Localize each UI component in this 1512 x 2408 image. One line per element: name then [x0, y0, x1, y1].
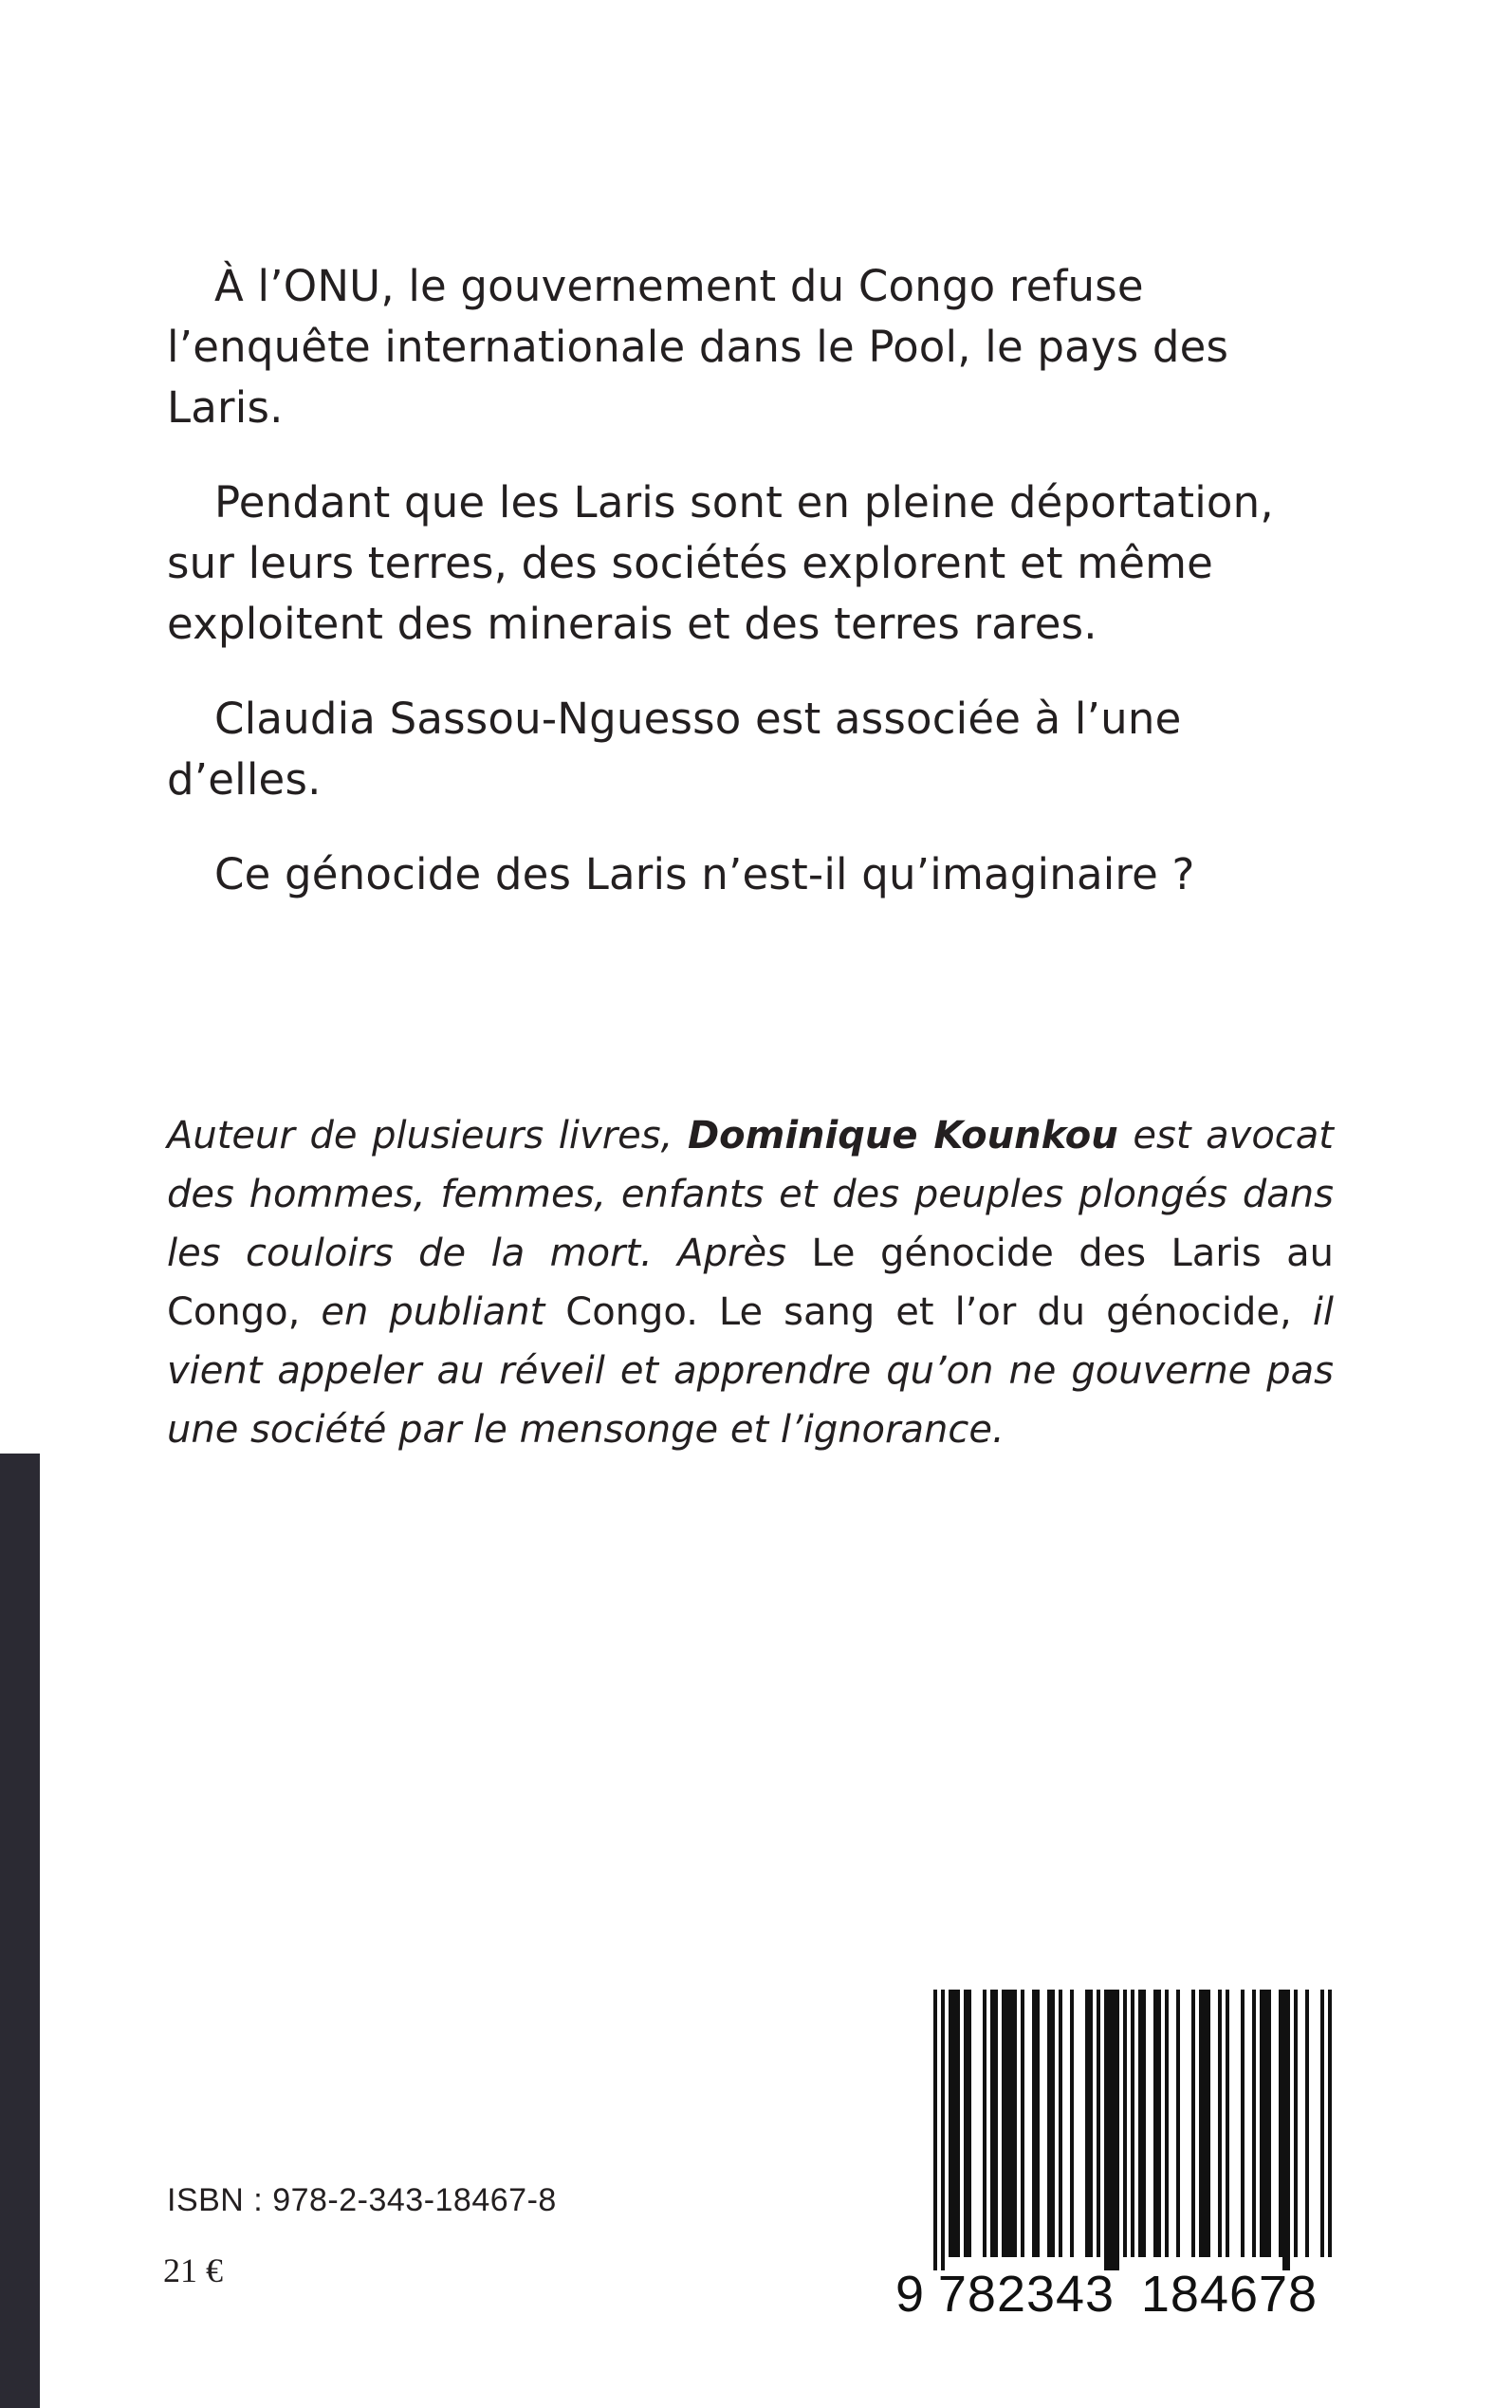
barcode-bar — [1176, 1990, 1180, 2257]
spine-edge-bar — [0, 1454, 40, 2408]
blurb-text — [167, 256, 1334, 905]
barcode-bar — [1108, 1990, 1112, 2270]
barcode-bar — [1131, 1990, 1134, 2257]
barcode-bar — [1051, 1990, 1055, 2257]
barcode-bar — [1070, 1990, 1074, 2257]
barcode-bar — [964, 1990, 968, 2257]
barcode-bar — [1047, 1990, 1051, 2257]
barcode-bar — [1203, 1990, 1207, 2257]
barcode-bar — [1282, 1990, 1286, 2270]
barcode-bar — [1157, 1990, 1161, 2257]
barcode-bar — [949, 1990, 952, 2257]
barcode — [895, 1986, 1339, 2323]
blurb-paragraph-3: Claudia Sassou-Nguesso est associée à l’une d’elles. — [167, 694, 1182, 805]
blurb-paragraph-4: Ce génocide des Laris n’est-il qu’imaginaire ? — [214, 849, 1195, 899]
barcode-bar — [1305, 1990, 1309, 2257]
bio-text-2: est avocat des hommes, femmes, enfants et des peuples plongés dans les couloirs de la mort. Après — [167, 1114, 1334, 1275]
barcode-bar — [1241, 1990, 1245, 2257]
barcode-bar — [990, 1990, 994, 2257]
isbn-text: ISBN : 978-2-343-18467-8 — [167, 2182, 557, 2218]
barcode-bar — [1116, 1990, 1119, 2270]
barcode-bars — [895, 1986, 1339, 2270]
barcode-bar — [1252, 1990, 1256, 2257]
barcode-bar — [1085, 1990, 1089, 2257]
book-title-1: Le génocide des Laris au Congo, — [167, 1232, 1334, 1334]
barcode-bar — [1002, 1990, 1005, 2257]
barcode-bar — [1153, 1990, 1157, 2257]
barcode-bar — [1123, 1990, 1127, 2257]
barcode-bar — [1218, 1990, 1222, 2257]
barcode-bar — [941, 1990, 945, 2270]
barcode-lead-digit: 9 — [895, 2266, 926, 2323]
barcode-bar — [1112, 1990, 1116, 2270]
barcode-bar — [933, 1990, 937, 2270]
barcode-bar — [1207, 1990, 1210, 2257]
barcode-bar — [956, 1990, 960, 2257]
barcode-bar — [1097, 1990, 1100, 2257]
barcode-bar — [1059, 1990, 1062, 2257]
barcode-digits — [895, 2267, 1339, 2322]
barcode-bar — [1286, 1990, 1290, 2270]
barcode-bar — [1032, 1990, 1036, 2257]
barcode-bar — [1294, 1990, 1298, 2257]
barcode-bar — [1260, 1990, 1263, 2257]
barcode-bar — [1142, 1990, 1146, 2257]
barcode-bar — [1021, 1990, 1024, 2257]
barcode-bar — [1328, 1990, 1332, 2257]
book-title-2: Congo. Le sang et l’or du génocide, — [565, 1290, 1292, 1334]
blurb-paragraph-2: Pendant que les Laris sont en pleine déportation, sur leurs terres, des sociétés explorent et même exploitent des minerais et des terres rares. — [167, 477, 1274, 649]
barcode-left-group: 782343 — [937, 2266, 1116, 2323]
barcode-bar — [1005, 1990, 1009, 2257]
author-bio — [167, 1106, 1334, 1459]
price-text: 21 € — [163, 2251, 223, 2289]
barcode-bar — [1104, 1990, 1108, 2270]
barcode-bar — [1320, 1990, 1324, 2257]
barcode-bar — [1263, 1990, 1267, 2257]
barcode-bar — [983, 1990, 986, 2257]
author-name: Dominique Kounkou — [687, 1114, 1118, 1158]
bio-intro: Auteur de plusieurs livres, — [167, 1114, 688, 1158]
bio-text-3: en publiant — [300, 1290, 566, 1334]
barcode-bar — [952, 1990, 956, 2257]
barcode-bar — [968, 1990, 971, 2257]
blurb-paragraph-1: À l’ONU, le gouvernement du Congo refuse l’enquête internationale dans le Pool, le pays des Laris. — [167, 261, 1229, 433]
barcode-bar — [1199, 1990, 1203, 2257]
barcode-bar — [994, 1990, 998, 2257]
barcode-bar — [1279, 1990, 1282, 2257]
barcode-bar — [1191, 1990, 1195, 2257]
barcode-bar — [1009, 1990, 1013, 2257]
barcode-bar — [1089, 1990, 1093, 2257]
barcode-bar — [1165, 1990, 1169, 2257]
barcode-bar — [1036, 1990, 1040, 2257]
barcode-right-group: 184678 — [1140, 2266, 1318, 2323]
barcode-bar — [1226, 1990, 1229, 2257]
barcode-bar — [1138, 1990, 1142, 2257]
bio-text-4: il vient appeler au réveil et apprendre qu’on ne gouverne pas une société par le mensonge et l’ignorance. — [167, 1290, 1334, 1452]
barcode-bar — [1267, 1990, 1271, 2257]
barcode-bar — [1013, 1990, 1017, 2257]
